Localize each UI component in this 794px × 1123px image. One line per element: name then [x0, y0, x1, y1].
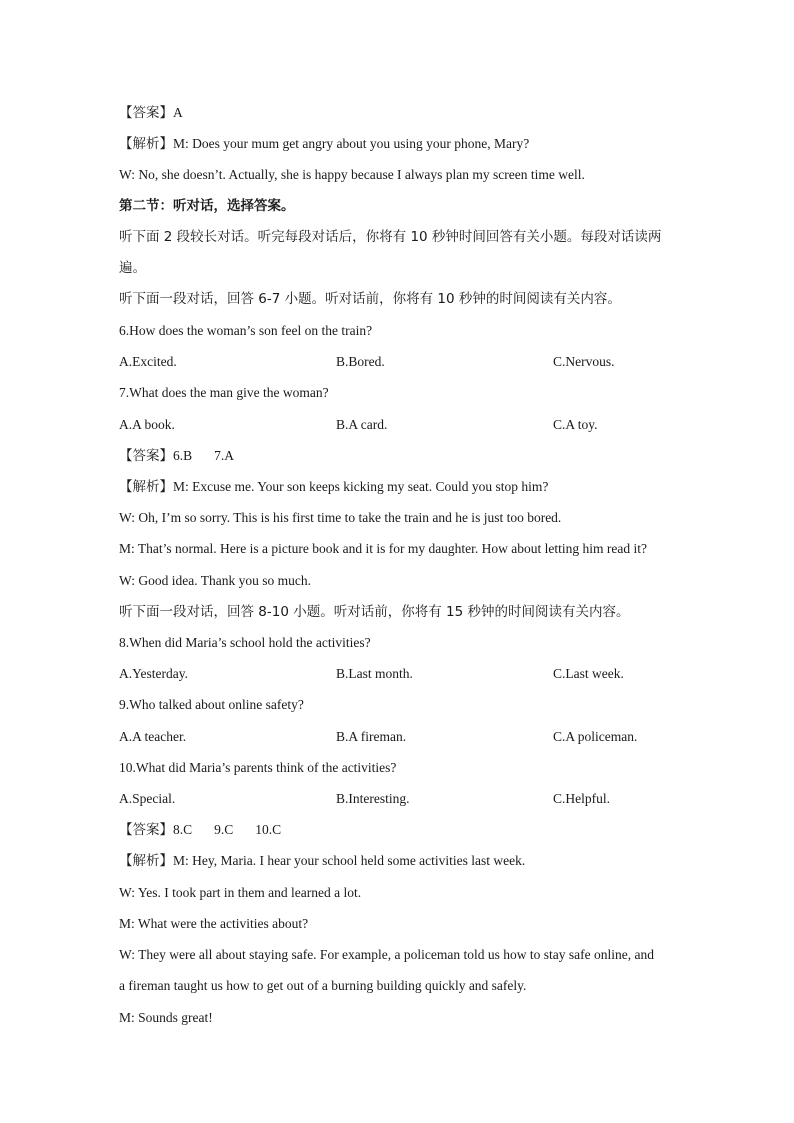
question-stem: 10.What did Maria’s parents think of the activities? — [119, 760, 397, 775]
analysis-tag: 【解析】 — [119, 136, 173, 152]
answer-value: A — [173, 105, 183, 120]
answer-value: 6.B — [173, 448, 193, 463]
answer-tag: 【答案】 — [119, 105, 173, 121]
transcript-line: M: Excuse me. Your son keeps kicking my seat. Could you stop him? — [173, 479, 549, 494]
transcript-line: W: They were all about staying safe. For example, a policeman told us how to stay safe online, and — [119, 947, 654, 962]
dialog-instruction: 听下面一段对话，回答 8-10 小题。听对话前，你将有 15 秒钟的时间阅读有关内容。 — [119, 604, 630, 620]
transcript-line: M: What were the activities about? — [119, 916, 309, 931]
transcript-line: M: Hey, Maria. I hear your school held some activities last week. — [173, 853, 526, 868]
option-a: A.Excited. — [119, 354, 177, 369]
transcript-line: M: Does your mum get angry about you using your phone, Mary? — [173, 136, 530, 151]
option-c: C.Nervous. — [553, 354, 615, 369]
transcript-line: W: Good idea. Thank you so much. — [119, 573, 311, 588]
answer-value: 9.C — [214, 822, 234, 837]
answer-line — [119, 821, 281, 839]
section-intro-cont: 遍。 — [119, 260, 146, 276]
analysis-line — [119, 852, 525, 870]
transcript-line: M: That’s normal. Here is a picture book and it is for my daughter. How about letting him read it? — [119, 541, 648, 556]
option-c: C.A policeman. — [553, 729, 638, 744]
option-b: B.A fireman. — [336, 729, 407, 744]
question-stem: 7.What does the man give the woman? — [119, 385, 329, 400]
answer-line — [119, 447, 234, 465]
answer-value: 8.C — [173, 822, 193, 837]
option-c: C.Last week. — [553, 666, 624, 681]
option-a: A.Special. — [119, 791, 176, 806]
answer-value: 10.C — [255, 822, 282, 837]
option-b: B.Bored. — [336, 354, 385, 369]
section-heading: 第二节：听对话，选择答案。 — [119, 198, 295, 214]
question-stem: 8.When did Maria’s school hold the activities? — [119, 635, 371, 650]
analysis-tag: 【解析】 — [119, 853, 173, 869]
option-a: A.A book. — [119, 417, 175, 432]
dialog-instruction: 听下面一段对话，回答 6-7 小题。听对话前，你将有 10 秒钟的时间阅读有关内容。 — [119, 291, 621, 307]
question-stem: 9.Who talked about online safety? — [119, 697, 304, 712]
analysis-line — [119, 478, 548, 496]
answer-line — [119, 104, 183, 122]
option-b: B.Last month. — [336, 666, 413, 681]
option-c: C.A toy. — [553, 417, 598, 432]
option-c: C.Helpful. — [553, 791, 610, 806]
option-a: A.A teacher. — [119, 729, 187, 744]
transcript-line: W: Yes. I took part in them and learned a lot. — [119, 885, 362, 900]
answer-value: 7.A — [214, 448, 235, 463]
option-b: B.Interesting. — [336, 791, 410, 806]
option-a: A.Yesterday. — [119, 666, 188, 681]
transcript-line: W: No, she doesn’t. Actually, she is happy because I always plan my screen time well. — [119, 167, 585, 182]
transcript-line: W: Oh, I’m so sorry. This is his first time to take the train and he is just too bored. — [119, 510, 562, 525]
transcript-line: a fireman taught us how to get out of a burning building quickly and safely. — [119, 978, 527, 993]
analysis-tag: 【解析】 — [119, 479, 173, 495]
answer-tag: 【答案】 — [119, 448, 173, 464]
transcript-line: M: Sounds great! — [119, 1010, 213, 1025]
section-intro: 听下面 2 段较长对话。听完每段对话后，你将有 10 秒钟时间回答有关小题。每段对话读两 — [119, 229, 662, 245]
question-stem: 6.How does the woman’s son feel on the train? — [119, 323, 373, 338]
answer-tag: 【答案】 — [119, 822, 173, 838]
analysis-line — [119, 135, 529, 153]
option-b: B.A card. — [336, 417, 388, 432]
